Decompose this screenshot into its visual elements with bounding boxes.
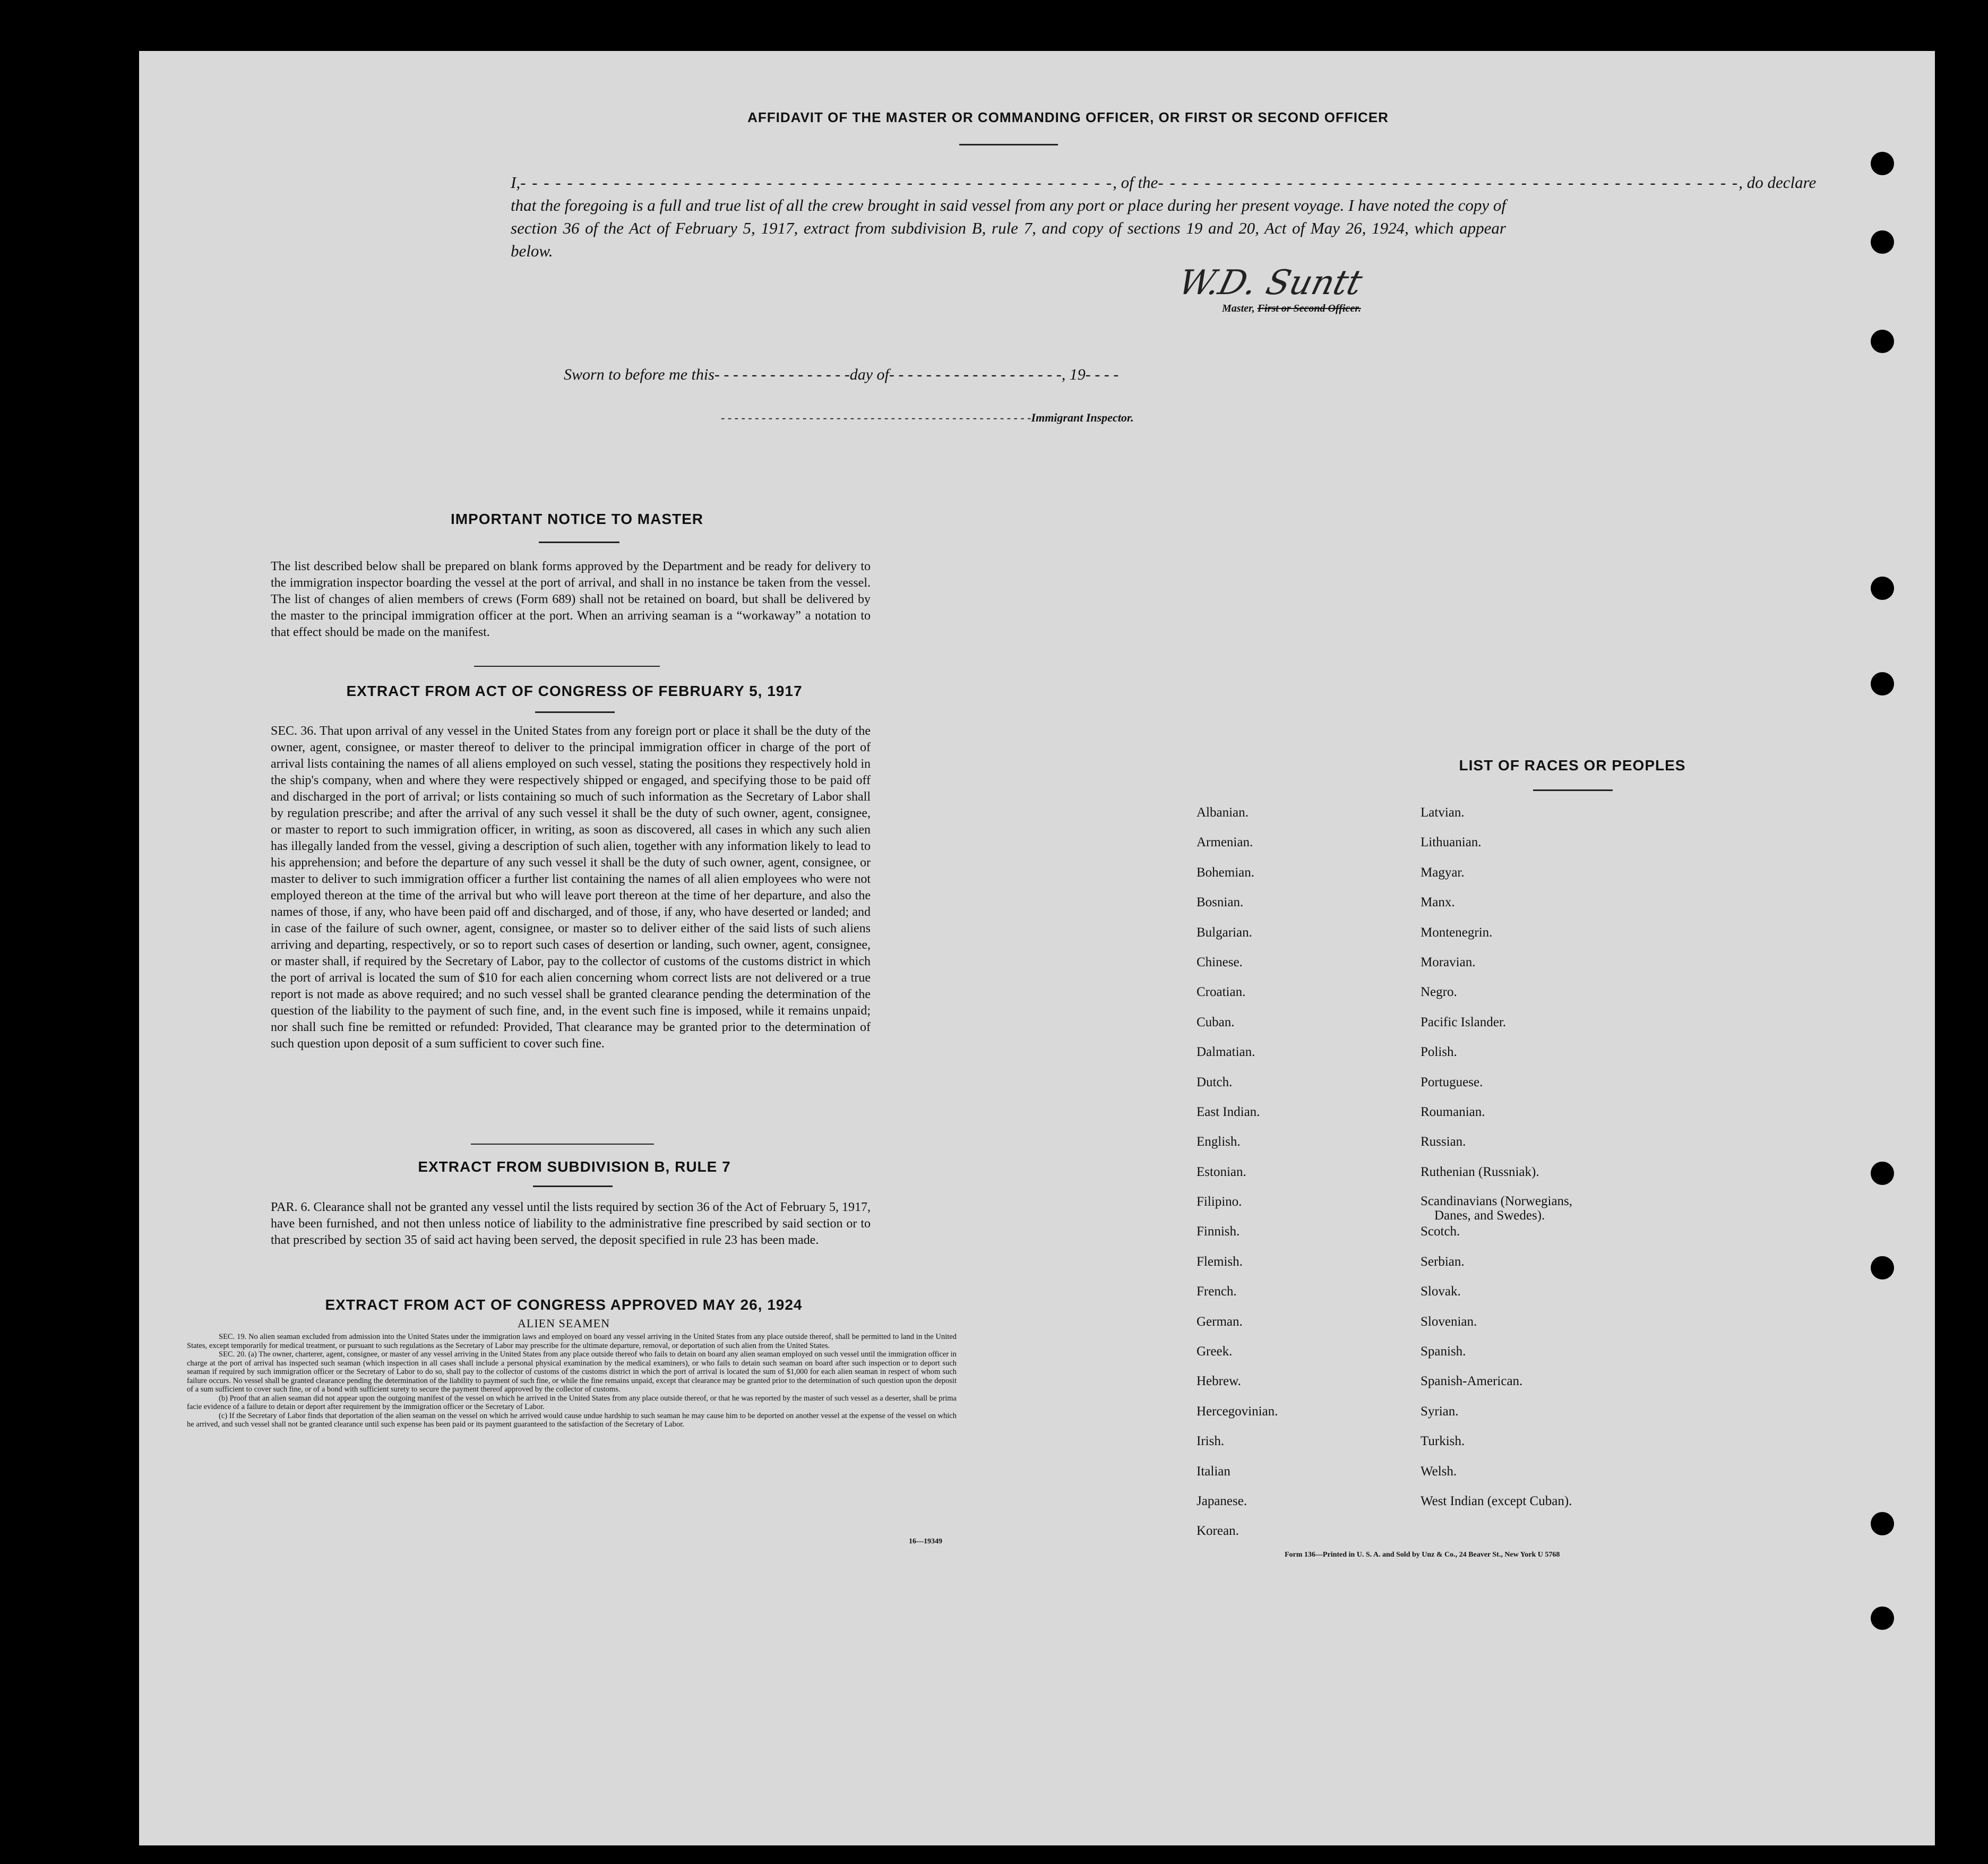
declaration-of: , of the (1113, 173, 1158, 192)
sworn-year: , 19 (1061, 366, 1086, 383)
punch-hole (1871, 330, 1894, 353)
race-item: Montenegrin. (1421, 925, 1493, 940)
section-20b: (b) Proof that an alien seaman did not appear upon the outgoing manifest of the vessel on which he arrived in the United States from any place outside thereof, or that he was reported by the master of such vessel as a deserter, shall be prima facie evidence of a failure to detain or deport after requirement by the immigration officer or the Secretary of Labor. (187, 1394, 957, 1411)
races-right-column (1421, 805, 1675, 1523)
punch-hole (1871, 1162, 1894, 1185)
race-item-continued: Danes, and Swedes). (1434, 1208, 1545, 1223)
race-item: Turkish. (1421, 1434, 1465, 1449)
section-20a: SEC. 20. (a) The owner, charterer, agent, consignee, or master of any vessel arriving in the United States from any place outside thereof who fails to detain on board any alien seaman employed on such vessel until the immigration officer in charge at the port of arrival has inspected such seaman (which inspection in all cases shall include a personal physical examination by the medical examiners), or who fails to detain such seaman on board after such inspection or to deport such seaman if required by such immigration officer or the Secretary of Labor to do so, shall pay to the collector of customs of the customs district in which the port of arrival is located the sum of $1,000 for each alien seaman in respect of whom such failure occurs. No vessel shall be granted clearance pending the determination of the liability to payment of such fine, or while the fine remains unpaid, except that clearance may be granted prior to the determination of such question upon the deposit of a sum sufficient to cover such fine, or of a bond with sufficient surety to secure the payment thereof approved by the collector of customs. (187, 1350, 957, 1394)
punch-hole (1871, 672, 1894, 695)
race-item: Spanish-American. (1421, 1374, 1523, 1389)
race-item: Latvian. (1421, 805, 1465, 820)
punch-hole (1871, 577, 1894, 600)
race-item: Hercegovinian. (1197, 1404, 1278, 1419)
affidavit-body (511, 171, 1817, 262)
race-item: Croatian. (1197, 985, 1246, 1000)
affidavit-declaration-line (511, 171, 1817, 194)
punch-hole (1871, 1256, 1894, 1279)
form-code: 16—19349 (909, 1537, 942, 1545)
notice-body: The list described below shall be prepared on blank forms approved by the Department and be ready for delivery to the immigration inspector boarding the vessel at the port of arrival, and shall in no instance be taken from the vessel. The list of changes of alien members of crews (Form 689) shall not be retained on board, but shall be delivered by the master to the principal immigration officer at the port. When an arriving seaman is a “workaway” a notation to that effect should be made on the manifest. (271, 560, 871, 639)
race-item: West Indian (except Cuban). (1421, 1493, 1572, 1508)
race-item: Pacific Islander. (1421, 1015, 1507, 1029)
race-item: Syrian. (1421, 1404, 1459, 1419)
races-rule (1533, 789, 1613, 791)
race-item: Flemish. (1197, 1254, 1243, 1269)
race-item: Armenian. (1197, 835, 1253, 850)
race-item: Scotch. (1421, 1224, 1460, 1239)
race-item: Finnish. (1197, 1224, 1240, 1239)
race-item: Serbian. (1421, 1254, 1465, 1269)
race-item: Polish. (1421, 1045, 1457, 1060)
race-item: Bosnian. (1197, 895, 1244, 910)
race-item-scandinavians (1421, 1194, 1675, 1224)
race-item: Negro. (1421, 985, 1457, 1000)
race-item: East Indian. (1197, 1104, 1260, 1119)
punch-hole (1871, 1512, 1894, 1535)
small-print-sections (187, 1333, 957, 1429)
race-item: Slovak. (1421, 1284, 1461, 1299)
master-signature: W.D. Suntt (1174, 263, 1366, 303)
title-rule (959, 144, 1058, 145)
race-item: Spanish. (1421, 1344, 1466, 1359)
section-36-text: SEC. 36. That upon arrival of any vessel in the United States from any foreign port or place it shall be the duty of the owner, agent, consignee, or master thereof to deliver to the principal immigration officer in charge of the port of arrival lists containing the names of all aliens employed on such vessel, stating the positions they respectively hold in the ship's company, when and where they were respectively shipped or engaged, and specifying those to be paid off and discharged in the port of arrival; or lists containing so much of such information as the Secretary of Labor shall by regulation prescribe; and after the arrival of any such vessel it shall be the duty of such owner, agent, consignee, or master to report to such immigration officer, in writing, as soon as discovered, all cases in which any such alien has illegally landed from the vessel, giving a description of such alien, together with any information likely to lead to his apprehension; and before the departure of any such vessel it shall be the duty of such owner, agent, consignee, or master to deliver to such immigration officer a further list containing the names of all alien employees who were not employed thereon at the time of the arrival but who will leave port thereon at the time of her departure, and also the names of those, if any, who have been paid off and discharged, and of those, if any, who have deserted or landed; and in case of the failure of such owner, agent, consignee, or master so to deliver either of the said lists of such aliens arriving and departing, respectively, or so to report such cases of desertion or landing, such owner, agent, consignee, or master shall, if required by the Secretary of Labor, pay to the collector of customs of the customs district in which the port of arrival is located the sum of $10 for each alien concerning whom correct lists are not delivered or a true report is not made as above required; and no such vessel shall be granted clearance pending the determination of the question of the liability to the payment of such fine, and, in the event such fine is imposed, while it remains unpaid; nor shall such fine be remitted or refunded: Provided, That clearance may be granted prior to the determination of such question upon deposit of a sum sufficient to cover such fine. (271, 724, 871, 1051)
affidavit-title: AFFIDAVIT OF THE MASTER OR COMMANDING OFFICER, OR FIRST OR SECOND OFFICER (747, 109, 1389, 125)
blank-inspector: - - - - - - - - - - - - - - - - - - - - - - - - - - - - - - - - - - - - - - - - - - - - - - (721, 411, 1031, 424)
blank-year: - - - - (1085, 366, 1119, 383)
race-item: Roumanian. (1421, 1104, 1485, 1119)
race-item: Russian. (1421, 1135, 1466, 1149)
signature-caption (1222, 303, 1487, 315)
race-item: Bohemian. (1197, 865, 1255, 880)
race-item: English. (1197, 1135, 1241, 1149)
sworn-line (564, 366, 1118, 384)
race-item: Ruthenian (Russniak). (1421, 1164, 1539, 1179)
race-item: Dutch. (1197, 1075, 1233, 1089)
extract-rule7-rule (533, 1186, 613, 1187)
punch-hole (1871, 230, 1894, 254)
notice-title: IMPORTANT NOTICE TO MASTER (450, 511, 704, 527)
signature-block (1174, 263, 1487, 322)
extract-1917-rule (535, 711, 615, 713)
paragraph-6-text: PAR. 6. Clearance shall not be granted any vessel until the lists required by section 36 of the Act of February 5, 1917, have been furnished, and not then unless notice of liability to the administrative fine prescribed by said section or to that prescribed by section 35 of said act having been served, the deposit specified in rule 23 has been made. (271, 1200, 871, 1247)
blank-name: - - - - - - - - - - - - - - - - - - - - - - - - - - - - - - - - - - - - - - - - - - - - - - - - - - - (520, 173, 1113, 192)
section-20c: (c) If the Secretary of Labor finds that deportation of the alien seaman on the vessel on which he arrived would cause undue hardship to such seaman he may cause him to be deported on another vessel at the expense of the vessel on which he arrived, and such vessel shall not be granted clearance until such expense has been paid or its payment guaranteed to the satisfaction of the Secretary of Labor. (187, 1411, 957, 1429)
race-item: Lithuanian. (1421, 835, 1482, 850)
race-item: Magyar. (1421, 865, 1465, 880)
race-item: Irish. (1197, 1434, 1225, 1449)
race-item: Albanian. (1197, 805, 1249, 820)
punch-hole (1871, 1607, 1894, 1630)
sworn-text: Sworn to before me this (564, 366, 715, 383)
sworn-day-of: day of (849, 366, 889, 383)
race-item: Italian (1197, 1464, 1230, 1479)
caption-master: Master, (1222, 303, 1258, 314)
affidavit-text: that the foregoing is a full and true list of all the crew brought in said vessel from any port or place during her present voyage. I have noted the copy of section 36 of the Act of February 5, 1917, extract from subdivision B, rule 7, and copy of sections 19 and 20, Act of May 26, 1924, which appear below. (511, 196, 1506, 260)
blank-month: - - - - - - - - - - - - - - - - - - - (889, 366, 1062, 383)
race-item: German. (1197, 1314, 1243, 1329)
declaration-end: , do declare (1739, 173, 1817, 192)
race-item: Korean. (1197, 1524, 1239, 1539)
document-page (139, 51, 1935, 1845)
caption-struck: First or Second Officer. (1257, 303, 1361, 314)
race-item: Estonian. (1197, 1164, 1246, 1179)
races-left-column (1197, 805, 1409, 1553)
blank-vessel: - - - - - - - - - - - - - - - - - - - - - - - - - - - - - - - - - - - - - - - - - - - - - - - - - - (1158, 173, 1739, 192)
notice-rule (539, 542, 619, 543)
race-item: Welsh. (1421, 1464, 1457, 1479)
race-item: Manx. (1421, 895, 1455, 910)
extract-1917-title: EXTRACT FROM ACT OF CONGRESS OF FEBRUARY 5, 1917 (346, 683, 803, 699)
extract-1917-divider (471, 1144, 654, 1145)
race-item: Slovenian. (1421, 1314, 1477, 1329)
inspector-line (721, 411, 1134, 425)
race-item: Cuban. (1197, 1015, 1235, 1029)
alien-seamen-subtitle: ALIEN SEAMEN (518, 1317, 610, 1330)
race-item: Bulgarian. (1197, 925, 1252, 940)
punch-hole (1871, 152, 1894, 175)
notice-divider (474, 666, 660, 667)
race-item: Filipino. (1197, 1195, 1242, 1209)
inspector-label: Immigrant Inspector. (1031, 411, 1134, 424)
race-item: Scandinavians (Norwegians, (1421, 1194, 1573, 1209)
extract-rule7-title: EXTRACT FROM SUBDIVISION B, RULE 7 (418, 1158, 731, 1175)
extract-1924-title: EXTRACT FROM ACT OF CONGRESS APPROVED MAY 26, 1924 (325, 1296, 803, 1313)
declaration-i: I, (511, 173, 521, 192)
races-title: LIST OF RACES OR PEOPLES (1459, 757, 1686, 774)
form-footer: Form 136—Printed in U. S. A. and Sold by Unz & Co., 24 Beaver St., New York U 5768 (1285, 1551, 1560, 1559)
race-item: French. (1197, 1284, 1237, 1299)
race-item: Dalmatian. (1197, 1045, 1255, 1060)
race-item: Moravian. (1421, 955, 1476, 969)
race-item: Japanese. (1197, 1493, 1247, 1508)
race-item: Hebrew. (1197, 1374, 1241, 1389)
race-item: Portuguese. (1421, 1075, 1483, 1089)
race-item: Chinese. (1197, 955, 1243, 969)
section-19: SEC. 19. No alien seaman excluded from admission into the United States under the immigration laws and employed on board any vessel arriving in the United States from any place outside thereof, shall be permitted to land in the United States, except temporarily for medical treatment, or pursuant to such regulations as the Secretary of Labor may prescribe for the ultimate departure, removal, or deportation of such alien from the United States. (187, 1333, 957, 1350)
race-item: Greek. (1197, 1344, 1233, 1359)
blank-day: - - - - - - - - - - - - - - - (714, 366, 850, 383)
